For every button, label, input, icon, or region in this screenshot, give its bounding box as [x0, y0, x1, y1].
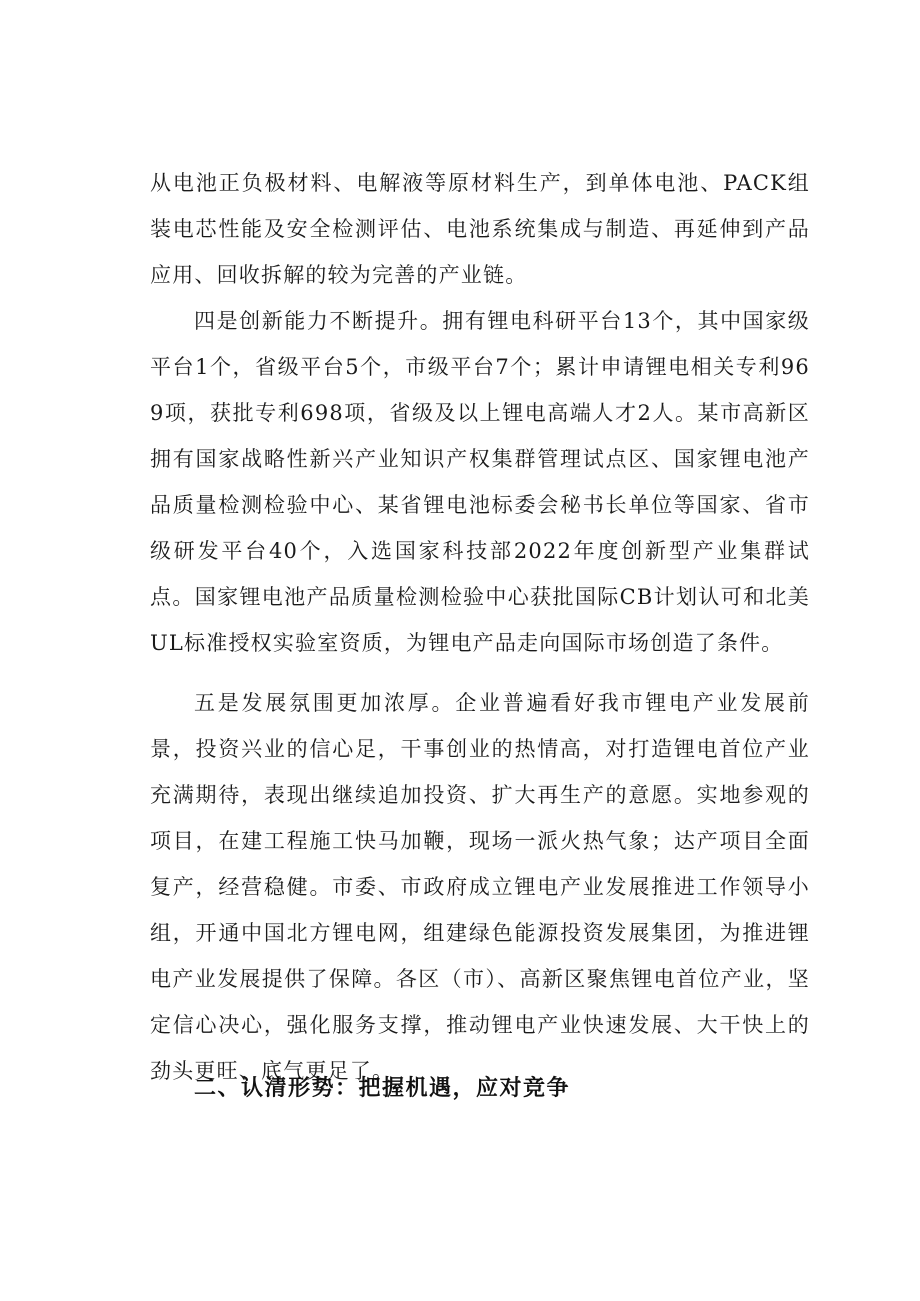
- paragraph-innovation: 四是创新能力不断提升。拥有锂电科研平台13个，其中国家级平台1个，省级平台5个，市级平台7个；累计申请锂电相关专利969项，获批专利698项，省级及以上锂电高端人才2人。某市高新区拥有国家战略性新兴产业知识产权集群管理试点区、国家锂电池产品质量检测检验中心、某省锂电池标委会秘书长单位等国家、省市级研发平台40个，入选国家科技部2022年度创新型产业集群试点。国家锂电池产品质量检测检验中心获批国际CB计划认可和北美UL标准授权实验室资质，为锂电产品走向国际市场创造了条件。: [150, 309, 810, 655]
- section-heading: 二、认清形势：把握机遇，应对竞争: [194, 1076, 571, 1101]
- paragraph-development-atmosphere: 五是发展氛围更加浓厚。企业普遍看好我市锂电产业发展前景，投资兴业的信心足，干事创业的热情高，对打造锂电首位产业充满期待，表现出继续追加投资、扩大再生产的意愿。实地参观的项目，在建工程施工快马加鞭，现场一派火热气象；达产项目全面复产，经营稳健。市委、市政府成立锂电产业发展推进工作领导小组，开通中国北方锂电网，组建绿色能源投资发展集团，为推进锂电产业发展提供了保障。各区（市）、高新区聚焦锂电首位产业，坚定信心决心，强化服务支撑，推动锂电产业快速发展、大干快上的劲头更旺、底气更足了。: [150, 691, 810, 1083]
- paragraph-industry-chain: 从电池正负极材料、电解液等原材料生产，到单体电池、PACK组装电芯性能及安全检测评估、电池系统集成与制造、再延伸到产品应用、回收拆解的较为完善的产业链。: [150, 171, 810, 287]
